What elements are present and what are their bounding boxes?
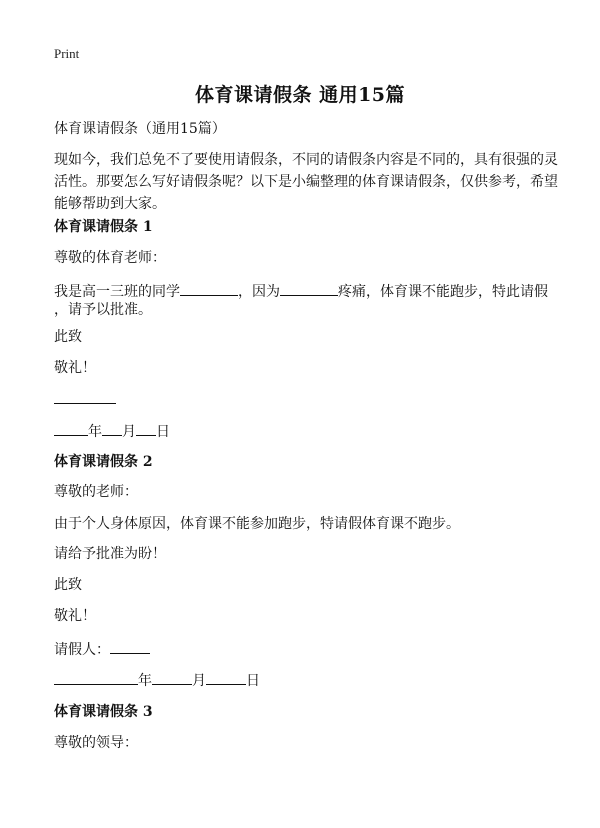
note2-date-day: 日 — [246, 673, 260, 689]
note1-month-blank — [102, 419, 122, 436]
note2-request: 请给予批准为盼！ — [54, 546, 166, 562]
note1-body-part-a: 我是高一三班的同学 — [54, 284, 180, 300]
note1-heading: 体育课请假条 1 — [54, 219, 153, 235]
intro-line-1: 现如今，我们总免不了要使用请假条，不同的请假条内容是不同的，具有很强的灵 — [54, 152, 558, 168]
note1-date-year: 年 — [88, 424, 102, 440]
note2-applicant-label: 请假人： — [54, 642, 110, 658]
note1-date-day: 日 — [156, 424, 170, 440]
note1-signature-blank — [54, 402, 116, 404]
note2-applicant-blank — [110, 637, 150, 654]
note1-closing-2: 敬礼！ — [54, 360, 96, 376]
note1-day-blank — [136, 419, 156, 436]
note3-salutation: 尊敬的领导： — [54, 735, 138, 751]
note2-year-blank — [54, 668, 138, 685]
note1-body-line-2: ，请予以批准。 — [54, 302, 152, 318]
intro-line-3: 能够帮助到大家。 — [54, 196, 166, 212]
note2-heading: 体育课请假条 2 — [54, 454, 153, 470]
note1-reason-blank — [280, 279, 338, 296]
note2-month-blank — [152, 668, 192, 685]
note2-body: 由于个人身体原因，体育课不能参加跑步，特请假体育课不跑步。 — [54, 516, 460, 532]
document-title: 体育课请假条 通用15篇 — [194, 84, 406, 106]
note1-date-month: 月 — [122, 424, 136, 440]
note1-body-part-c: 疼痛，体育课不能跑步，特此请假 — [338, 284, 548, 300]
note2-salutation: 尊敬的老师： — [54, 484, 138, 500]
note1-salutation: 尊敬的体育老师： — [54, 250, 166, 266]
note2-applicant — [54, 637, 554, 661]
note1-name-blank — [180, 279, 238, 296]
note2-date-month: 月 — [192, 673, 206, 689]
note1-body-part-b: ，因为 — [238, 284, 280, 300]
note1-year-blank — [54, 419, 88, 436]
print-label[interactable]: Print — [54, 46, 80, 61]
note2-date-year: 年 — [138, 673, 152, 689]
note2-day-blank — [206, 668, 246, 685]
note2-closing-2: 敬礼！ — [54, 608, 96, 624]
note2-closing-1: 此致 — [54, 577, 82, 593]
intro-line-2: 活性。那要怎么写好请假条呢？以下是小编整理的体育课请假条，仅供参考，希望 — [54, 174, 558, 190]
note1-closing-1: 此致 — [54, 329, 82, 345]
document-subtitle: 体育课请假条（通用15篇） — [54, 121, 226, 137]
note3-heading: 体育课请假条 3 — [54, 704, 153, 720]
note2-date — [54, 668, 554, 692]
note1-date — [54, 419, 554, 443]
